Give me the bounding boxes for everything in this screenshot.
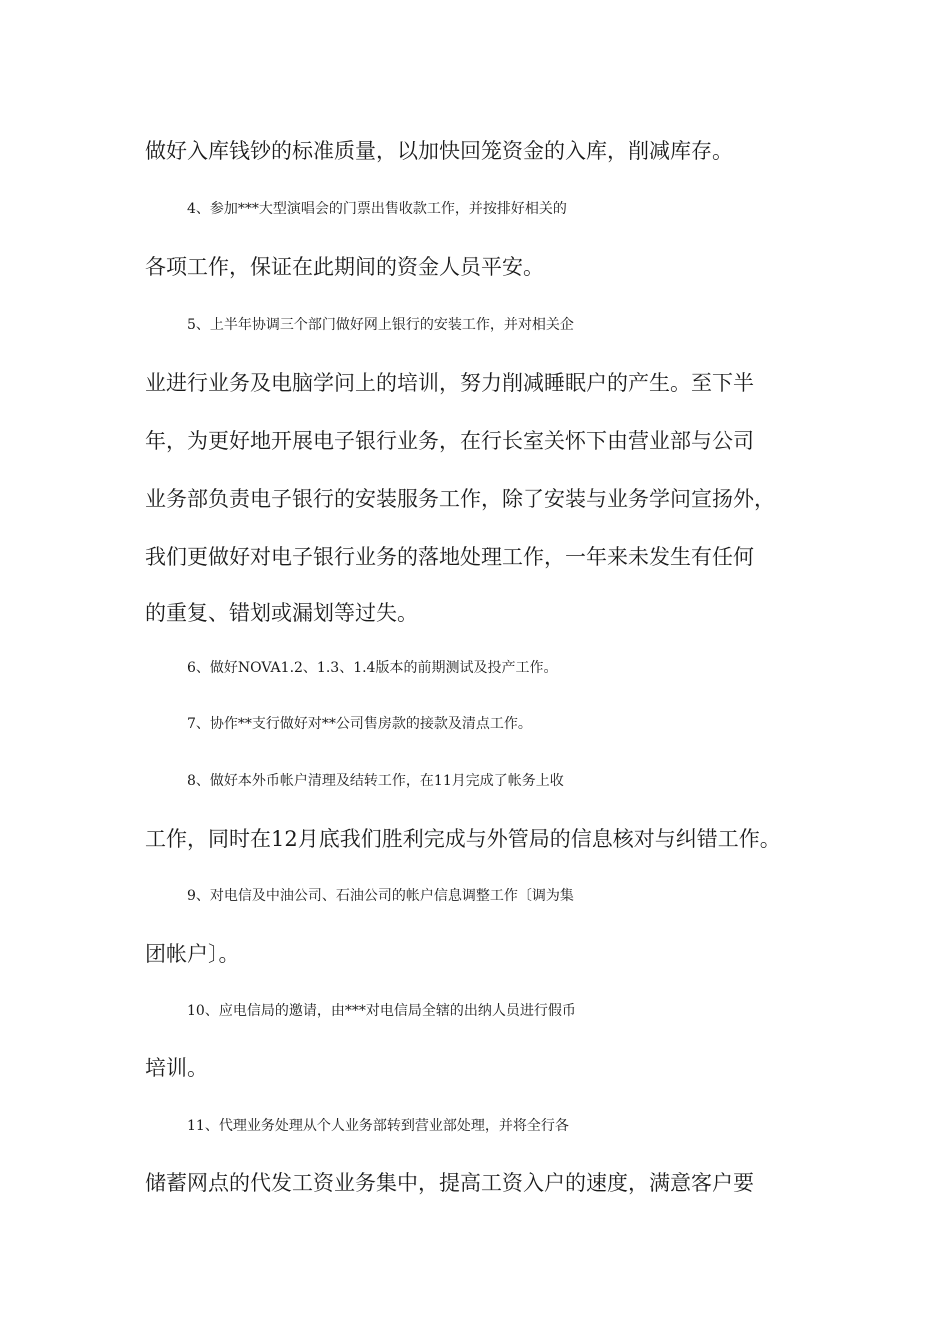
document-line: 业进行业务及电脑学问上的培训，努力削减睡眠户的产生。至下半 [145,371,754,395]
document-line: 5、上半年协调三个部门做好网上银行的安装工作，并对相关企 [187,317,574,333]
document-line: 培训。 [145,1056,208,1080]
document-line: 4、参加***大型演唱会的门票出售收款工作，并按排好相关的 [187,201,567,217]
document-line: 各项工作，保证在此期间的资金人员平安。 [145,255,544,279]
document-line: 工作，同时在12月底我们胜利完成与外管局的信息核对与纠错工作。 [145,827,781,851]
document-line: 的重复、错划或漏划等过失。 [145,601,418,625]
document-line: 6、做好NOVA1.2、1.3、1.4版本的前期测试及投产工作。 [187,660,558,676]
document-line: 10、应电信局的邀请，由***对电信局全辖的出纳人员进行假币 [187,1003,576,1019]
document-line: 7、协作**支行做好对**公司售房款的接款及清点工作。 [187,716,532,732]
document-line: 我们更做好对电子银行业务的落地处理工作，一年来未发生有任何 [145,545,754,569]
document-line: 8、做好本外币帐户清理及结转工作，在11月完成了帐务上收 [187,773,564,789]
document-line: 9、对电信及中油公司、石油公司的帐户信息调整工作〔调为集 [187,888,574,904]
document-line: 储蓄网点的代发工资业务集中，提高工资入户的速度，满意客户要 [145,1171,754,1195]
document-line: 团帐户〕。 [145,942,240,966]
document-line: 年，为更好地开展电子银行业务，在行长室关怀下由营业部与公司 [145,429,754,453]
document-line: 11、代理业务处理从个人业务部转到营业部处理，并将全行各 [187,1118,569,1134]
document-line: 做好入库钱钞的标准质量，以加快回笼资金的入库，削减库存。 [145,139,733,163]
document-line: 业务部负责电子银行的安装服务工作，除了安装与业务学问宣扬外， [145,487,775,511]
